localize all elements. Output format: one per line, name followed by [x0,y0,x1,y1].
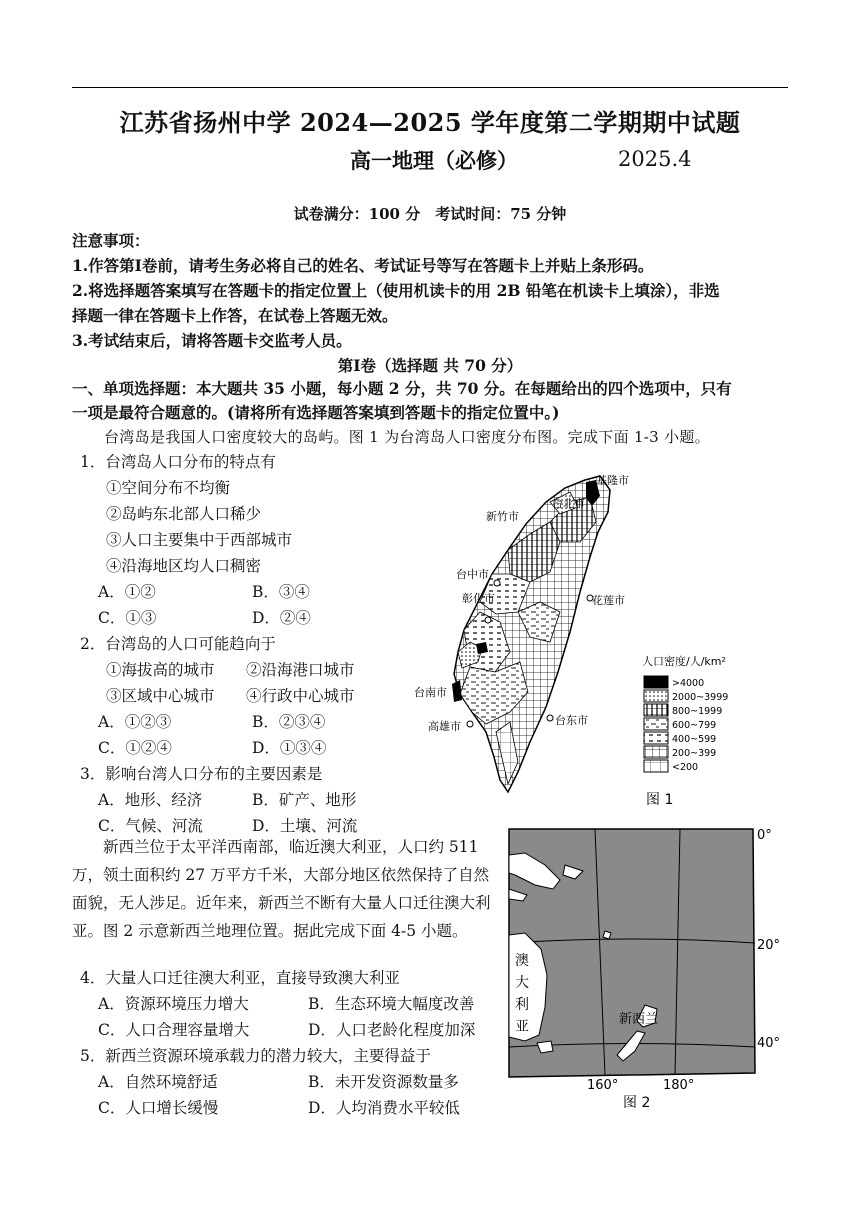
lon-label: 180° [663,1078,695,1093]
q4-option-a: A．资源环境压力增大 [98,995,249,1013]
city-label: 新竹市 [486,510,519,523]
note-item: 2.将选择题答案填写在答题卡的指定位置上（使用机读卡的用 2B 铅笔在机读卡上填涂），非选 [72,281,720,300]
q1-option-b: B．③④ [252,583,310,601]
top-rule [72,87,788,88]
q1-option-d: D．②④ [252,609,311,627]
q2-statement: ④行政中心城市 [246,687,355,705]
legend-label: 800~1999 [672,706,723,717]
australia-label: 利 [515,997,529,1013]
q5-option-b: B．未开发资源数量多 [308,1073,459,1091]
q5-stem: 5．新西兰资源环境承载力的潜力较大，主要得益于 [80,1047,431,1065]
australia-label: 大 [515,975,529,991]
notes [72,228,788,353]
exam-title: 江苏省扬州中学 2024—2025 学年度第二学期期中试题 [119,108,741,137]
lat-label: 40° [757,1036,781,1051]
intro-taiwan: 台湾岛是我国人口密度较大的岛屿。图 1 为台湾岛人口密度分布图。完成下面 1-3 小题。 [104,428,710,446]
note-item: 择题一律在答题卡上作答，在试卷上答题无效。 [72,306,398,325]
q1-statement: ②岛屿东北部人口稀少 [106,505,262,523]
city-label: 台东市 [555,714,588,727]
city-label: 台北市 [552,497,585,510]
q4-stem: 4．大量人口迁往澳大利亚，直接导致澳大利亚 [80,969,400,987]
q2-option-a: A．①②③ [98,713,172,731]
legend-label: 600~799 [672,720,717,731]
city-label: 彰化市 [462,592,495,605]
legend-label: <200 [672,762,699,773]
city-label: 高雄市 [428,720,461,733]
section-line: 一、单项选择题：本大题共 35 小题，每小题 2 分，共 70 分。在每题给出的四个选项中，只有 [72,379,732,398]
taiwan-density-map [400,462,740,812]
q4-option-d: D．人口老龄化程度加深 [308,1021,476,1039]
city-label: 花莲市 [592,594,625,607]
figure-2-caption: 图 2 [623,1095,651,1111]
newzealand-location-map [505,825,790,1115]
q2-statement: ②沿海港口城市 [246,661,355,679]
exam-meta: 试卷满分：100 分 考试时间：75 分钟 [293,205,567,223]
q4-option-c: C．人口合理容量增大 [98,1021,250,1039]
australia-label: 亚 [515,1019,529,1035]
q2-statement: ③区域中心城市 [106,687,215,705]
australia-label: 澳 [515,953,529,969]
intro-newzealand: 新西兰位于太平洋西南部，临近澳大利亚，人口约 511 万，领土面积约 27 万平方千米，大部分地区依然保持了自然面貌，无人涉足。近年来，新西兰不断有大量人口迁往澳大利亚。图 2 示意新西兰地理位置。据此完成下面 4-5 小题。 [72,838,491,940]
q3-option-d: D．土壤、河流 [252,817,358,835]
lat-label: 20° [757,938,781,953]
notes-heading: 注意事项： [72,231,150,250]
q1-stem: 1．台湾岛人口分布的特点有 [80,453,276,471]
figure-1-caption: 图 1 [646,792,674,808]
q1-option-a: A．①② [98,583,156,601]
exam-subtitle: 高一地理（必修） [350,148,518,173]
legend-title: 人口密度/人/km² [642,655,726,668]
newzealand-label: 新西兰 [619,1012,659,1027]
q1-option-c: C．①③ [98,609,157,627]
q1-statement: ④沿海地区均人口稠密 [106,557,262,575]
q3-option-b: B．矿产、地形 [252,791,357,809]
legend-label: 2000~3999 [672,692,729,703]
part-heading: 第Ⅰ卷（选择题 共 70 分） [337,356,523,375]
q3-stem: 3．影响台湾人口分布的主要因素是 [80,765,323,783]
q5-option-c: C．人口增长缓慢 [98,1099,219,1117]
q5-option-a: A．自然环境舒适 [98,1073,218,1091]
q2-option-d: D．①③④ [252,739,327,757]
q3-option-c: C．气候、河流 [98,817,203,835]
city-label: 台中市 [456,568,489,581]
lon-label: 160° [587,1078,619,1093]
legend-label: 200~399 [672,748,717,759]
city-label: 台南市 [414,686,447,699]
q3-option-a: A．地形、经济 [98,791,203,809]
exam-date: 2025.4 [618,147,692,171]
q1-statement: ①空间分布不均衡 [106,479,231,497]
q2-option-b: B．②③④ [252,713,326,731]
q1-statement: ③人口主要集中于西部城市 [106,531,293,549]
legend-label: >4000 [672,678,705,689]
q2-option-c: C．①②④ [98,739,172,757]
q2-statement: ①海拔高的城市 [106,661,215,679]
lat-label: 0° [757,828,772,843]
section-line: 一项是最符合题意的。(请将所有选择题答案填到答题卡的指定位置中。) [72,403,560,422]
section-instructions [72,377,788,425]
q5-option-d: D．人均消费水平较低 [308,1099,460,1117]
city-label: 基隆市 [596,474,629,487]
q2-stem: 2．台湾岛的人口可能趋向于 [80,635,276,653]
q4-option-b: B．生态环境大幅度改善 [308,995,475,1013]
note-item: 1.作答第Ⅰ卷前，请考生务必将自己的姓名、考试证号等写在答题卡上并贴上条形码。 [72,256,654,275]
legend-label: 400~599 [672,734,717,745]
note-item: 3.考试结束后，请将答题卡交监考人员。 [72,331,352,350]
